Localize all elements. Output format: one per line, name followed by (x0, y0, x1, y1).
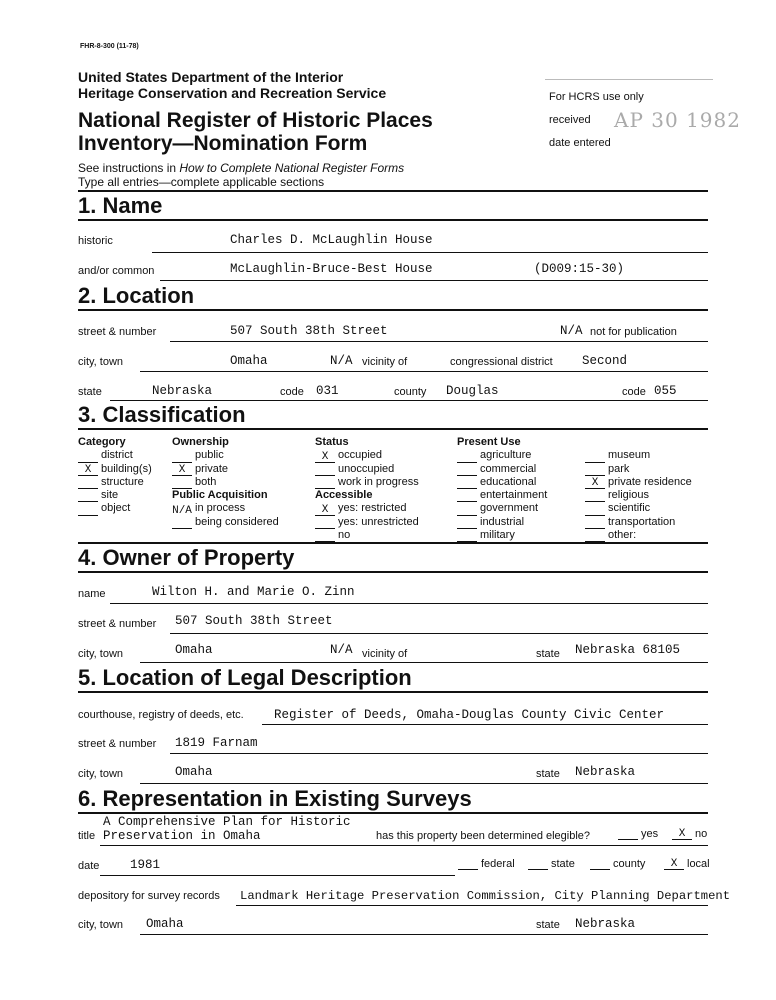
present-use-head: Present Use (457, 436, 521, 448)
owner-name-label: name (78, 588, 106, 600)
section1-heading: 1. Name (78, 193, 163, 218)
form-number: FHR-8-300 (11-78) (80, 43, 139, 50)
section1-heading-rule (78, 219, 708, 221)
section4-top-rule (78, 542, 708, 544)
ownership-private[interactable]: X private (172, 463, 279, 476)
owner-state-label: state (536, 648, 560, 660)
county-value: Douglas (446, 384, 499, 398)
hcrs-box-title: For HCRS use only (549, 91, 644, 103)
ownership-both[interactable]: both (172, 476, 279, 489)
survey-date-line (100, 875, 455, 876)
received-label: received (549, 114, 591, 126)
status-work-in-progress[interactable]: work in progress (315, 476, 419, 489)
legal-street-label: street & number (78, 738, 157, 750)
owner-city-label: city, town (78, 648, 124, 660)
survey-city-line (140, 934, 708, 935)
owner-street-value: 507 South 38th Street (175, 614, 333, 628)
city-value: Omaha (230, 354, 268, 368)
courthouse-line (262, 724, 708, 725)
category-object[interactable]: object (78, 502, 152, 515)
use-industrial[interactable]: industrial (457, 516, 547, 529)
section2-heading: 2. Location (78, 283, 195, 308)
depository-value: Landmark Heritage Preservation Commission, City Planning Department (240, 889, 731, 903)
service-line: Heritage Conservation and Recreation Service (78, 85, 387, 101)
use-private-residence[interactable]: X private residence (585, 476, 692, 489)
courthouse-label: courthouse, registry of deeds, etc. (78, 709, 244, 721)
common-label: and/or common (78, 265, 155, 277)
owner-name-line (110, 603, 708, 604)
survey-city-label: city, town (78, 919, 124, 931)
department-line: United States Department of the Interior (78, 69, 344, 85)
use-scientific[interactable]: scientific (585, 502, 692, 515)
ownership-column (172, 436, 279, 529)
owner-city-line (140, 662, 708, 663)
section3-heading-rule (78, 428, 708, 430)
survey-state-value: Nebraska (575, 917, 636, 931)
eligible-yes[interactable]: yes (618, 828, 658, 840)
use-educational[interactable]: educational (457, 476, 547, 489)
legal-city-value: Omaha (175, 765, 213, 779)
public-acquisition-head: Public Acquisition (172, 489, 268, 502)
use-museum[interactable]: museum (585, 449, 692, 462)
use-government[interactable]: government (457, 502, 547, 515)
survey-federal[interactable]: federal (458, 858, 515, 870)
state-value: Nebraska (152, 384, 213, 398)
vicinity-label: vicinity of (362, 356, 408, 368)
section6-heading: 6. Representation in Existing Surveys (78, 786, 472, 811)
survey-date-value: 1981 (130, 858, 161, 872)
legal-street-value: 1819 Farnam (175, 736, 258, 750)
accessible-head: Accessible (315, 489, 373, 502)
owner-street-label: street & number (78, 618, 157, 630)
category-district[interactable]: district (78, 449, 152, 462)
status-unoccupied[interactable]: unoccupied (315, 463, 419, 476)
survey-city-value: Omaha (146, 917, 184, 931)
state-code-label: code (280, 386, 304, 398)
owner-vicinity-label: vicinity of (362, 648, 408, 660)
survey-date-label: date (78, 860, 100, 872)
legal-state-label: state (536, 768, 560, 780)
state-label: state (78, 386, 102, 398)
instructions-line1: See instructions in How to Complete National Register Forms (78, 161, 405, 175)
survey-title-label: title (78, 830, 96, 842)
acquisition-being-considered[interactable]: being considered (172, 516, 279, 529)
section6-heading-rule (78, 812, 708, 814)
status-head: Status (315, 436, 349, 448)
present-use-column1 (457, 436, 547, 542)
street-label: street & number (78, 326, 157, 338)
owner-city-value: Omaha (175, 643, 213, 657)
historic-line (152, 252, 708, 253)
acquisition-in-process[interactable]: N/A in process (172, 502, 246, 517)
owner-name-value: Wilton H. and Marie O. Zinn (152, 585, 355, 599)
category-head: Category (78, 436, 126, 448)
section4-heading-rule (78, 571, 708, 573)
category-structure[interactable]: structure (78, 476, 152, 489)
category-buildings[interactable]: X building(s) (78, 463, 152, 476)
ownership-head: Ownership (172, 436, 229, 448)
use-commercial[interactable]: commercial (457, 463, 547, 476)
congress-label: congressional district (450, 356, 553, 368)
city-line (140, 371, 708, 372)
survey-title-line2: Preservation in Omaha (103, 829, 261, 843)
use-military[interactable]: military (457, 529, 547, 542)
state-code: 031 (316, 384, 339, 398)
accessible-yes-restricted[interactable]: X yes: restricted (315, 502, 419, 515)
received-stamp: AP 30 1982 (614, 108, 741, 132)
common-line (160, 280, 708, 281)
vicinity-value: N/A (330, 354, 353, 368)
date-entered-label: date entered (549, 137, 611, 149)
depository-line (236, 905, 708, 906)
use-transportation[interactable]: transportation (585, 516, 692, 529)
survey-title-line1: A Comprehensive Plan for Historic (103, 815, 351, 829)
owner-vicinity-value: N/A (330, 643, 353, 657)
historic-label: historic (78, 235, 113, 247)
survey-state-label: state (536, 919, 560, 931)
category-column (78, 436, 152, 516)
eligible-label: has this property been determined elegible? (376, 830, 591, 842)
congress-value: Second (582, 354, 628, 368)
section1-top-rule (78, 190, 708, 192)
form-title-line2: Inventory—Nomination Form (78, 132, 368, 155)
survey-title-line (100, 845, 708, 846)
street-line (170, 341, 708, 342)
section2-heading-rule (78, 309, 708, 311)
use-park[interactable]: park (585, 463, 692, 476)
survey-county[interactable]: county (590, 858, 645, 870)
depository-label: depository for survey records (78, 890, 220, 902)
nfp-label: not for publication (590, 326, 677, 338)
section4-heading: 4. Owner of Property (78, 545, 295, 570)
section5-heading-rule (78, 691, 708, 693)
survey-state[interactable]: state (528, 858, 575, 870)
courthouse-value: Register of Deeds, Omaha-Douglas County Civic Center (274, 708, 665, 722)
accessible-no[interactable]: no (315, 529, 419, 542)
use-religious[interactable]: religious (585, 489, 692, 502)
historic-value: Charles D. McLaughlin House (230, 233, 433, 247)
present-use-column2 (585, 449, 692, 542)
legal-street-line (170, 753, 708, 754)
form-title-line1: National Register of Historic Places (78, 109, 433, 132)
use-other[interactable]: other: (585, 529, 692, 542)
state-line (110, 400, 708, 401)
legal-city-label: city, town (78, 768, 124, 780)
instructions-line2: Type all entries—complete applicable sections (78, 175, 325, 189)
status-column (315, 436, 419, 542)
use-agriculture[interactable]: agriculture (457, 449, 547, 462)
county-label: county (394, 386, 427, 398)
owner-state-value: Nebraska 68105 (575, 643, 681, 657)
section5-heading: 5. Location of Legal Description (78, 665, 412, 690)
nfp-value: N/A (560, 324, 583, 338)
legal-city-line (140, 783, 708, 784)
survey-local[interactable]: X local (664, 858, 710, 870)
legal-state-value: Nebraska (575, 765, 636, 779)
reference-code: (D009:15-30) (534, 262, 625, 276)
accessible-yes-unrestricted[interactable]: yes: unrestricted (315, 516, 419, 529)
status-occupied[interactable]: X occupied (315, 449, 419, 462)
county-code: 055 (654, 384, 677, 398)
street-value: 507 South 38th Street (230, 324, 388, 338)
county-code-label: code (622, 386, 646, 398)
section3-heading: 3. Classification (78, 402, 246, 427)
owner-street-line (170, 633, 708, 634)
common-value: McLaughlin-Bruce-Best House (230, 262, 433, 276)
use-entertainment[interactable]: entertainment (457, 489, 547, 502)
city-label: city, town (78, 356, 124, 368)
hcrs-box-top (545, 79, 713, 80)
eligible-no[interactable]: X no (672, 828, 707, 840)
category-site[interactable]: site (78, 489, 152, 502)
ownership-public[interactable]: public (172, 449, 279, 462)
